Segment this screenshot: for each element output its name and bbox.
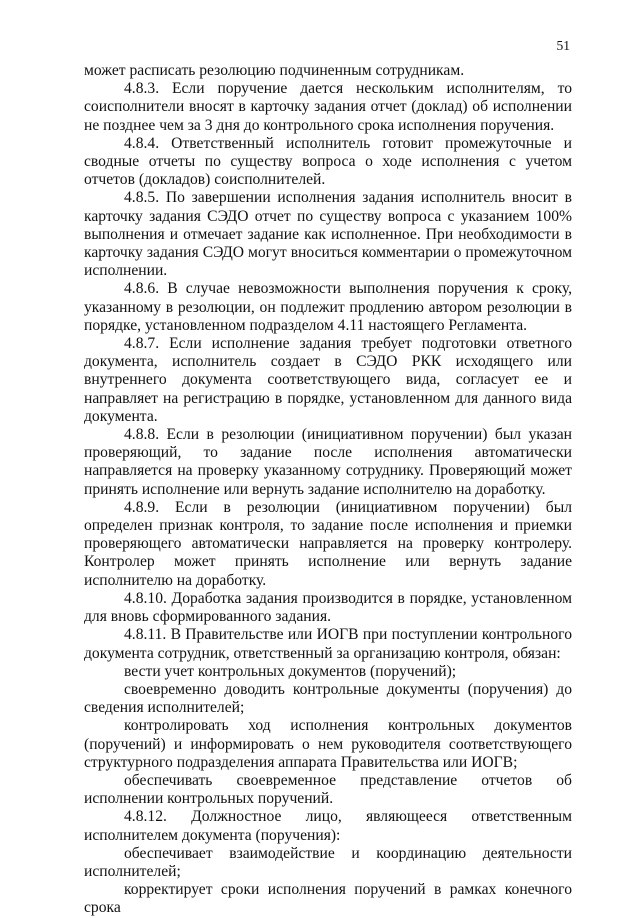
paragraph: корректирует сроки исполнения поручений в рамках конечного срока [84,881,572,917]
document-body [84,62,572,918]
paragraph: 4.8.6. В случае невозможности выполнения поручения к сроку, указанному в резолюции, он подлежит продлению автором резолюции в порядке, установленном подразделом 4.11 настоящего Регламента. [84,280,572,334]
page-number: 51 [556,38,570,53]
paragraph: 4.8.9. Если в резолюции (инициативном поручении) был определен признак контроля, то задание после исполнения и приемки проверяющего автоматически направляется на проверку контролеру. Контролер может принять исполнение или вернуть задание исполнителю на доработку. [84,498,572,589]
paragraph: 4.8.5. По завершении исполнения задания исполнитель вносит в карточку задания СЭДО отчет по существу вопроса с указанием 100% выполнения и отмечает задание как исполненное. При необходимости в карточку задания СЭДО могут вноситься комментарии о промежуточном исполнении. [84,189,572,280]
paragraph: 4.8.7. Если исполнение задания требует подготовки ответного документа, исполнитель создает в СЭДО РКК исходящего или внутреннего документа соответствующего вида, согласует ее и направляет на регистрацию в порядке, установленном для данного вида документа. [84,335,572,425]
paragraph: обеспечивать своевременное представление отчетов об исполнении контрольных поручений. [84,771,572,808]
paragraph: 4.8.10. Доработка задания производится в порядке, установленном для вновь сформированного задания. [84,589,572,626]
paragraph: обеспечивает взаимодействие и координацию деятельности исполнителей; [84,844,572,880]
paragraph: 4.8.11. В Правительстве или ИОГВ при поступлении контрольного документа сотрудник, ответственный за организацию контроля, обязан: [84,626,572,662]
paragraph: вести учет контрольных документов (поручений); [124,662,457,680]
paragraph: 4.8.4. Ответственный исполнитель готовит промежуточные и сводные отчеты по существу вопроса о ходе исполнения с учетом отчетов (докладов) соисполнителей. [84,134,572,189]
paragraph: 4.8.12. Должностное лицо, являющееся ответственным исполнителем документа (поручения): [84,808,572,844]
paragraph: может расписать резолюцию подчиненным сотрудникам. [84,62,465,79]
paragraph: 4.8.3. Если поручение дается нескольким исполнителям, то соисполнители вносят в карточку задания отчет (доклад) об исполнении не позднее чем за 3 дня до контрольного срока исполнения поручения. [84,80,572,134]
paragraph: контролировать ход исполнения контрольных документов (поручений) и информировать о нем руководителя соответствующего структурного подразделения аппарата Правительства или ИОГВ; [84,717,572,771]
paragraph: 4.8.8. Если в резолюции (инициативном поручении) был указан проверяющий, то задание после исполнения автоматически направляется на проверку указанному сотруднику. Проверяющий может принять исполнение или вернуть задание исполнителю на доработку. [84,426,572,498]
paragraph: своевременно доводить контрольные документы (поручения) до сведения исполнителей; [84,680,572,717]
